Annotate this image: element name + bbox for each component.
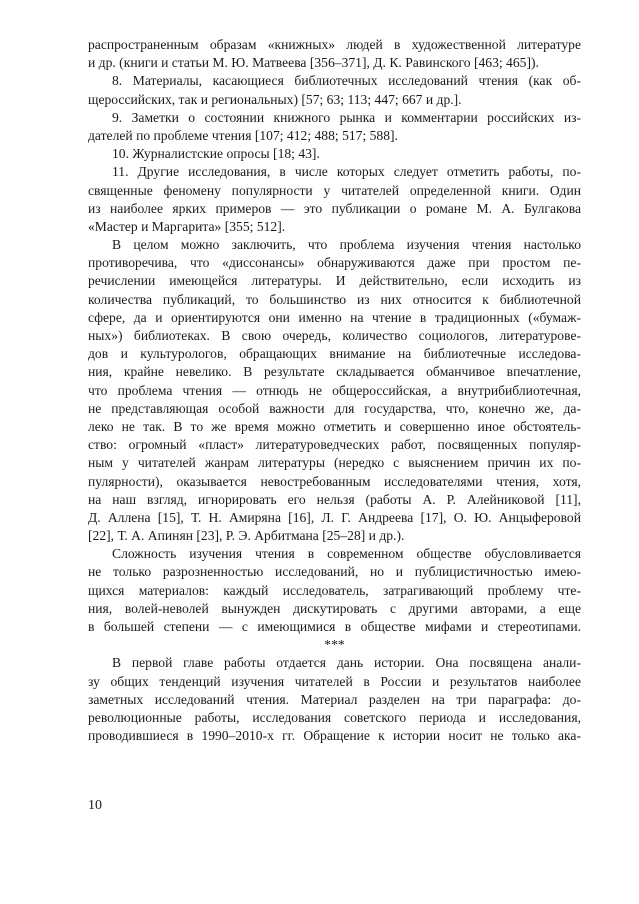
text-line: распространенным образам «книжных» людей в художественной литературе xyxy=(88,37,581,52)
text-line: [22], Т. А. Апинян [23], Р. Э. Арбитмана [25–28] и др.). xyxy=(88,528,405,544)
text-line: 10. Журналистские опросы [18; 43]. xyxy=(112,146,320,162)
text-line: В первой главе работы отдается дань истории. Она посвящена анали- xyxy=(112,655,581,671)
text-line: Д. Аллена [15], Т. Н. Амиряна [16], Л. Г. Андреева [17], О. Ю. Анцыферовой xyxy=(88,509,581,525)
text-line: ным у читателей жанрам литературы (нередко с выяснением причин их по- xyxy=(88,455,581,471)
text-line: ных») библиотеках. В свою очередь, количество социологов, литературове- xyxy=(88,328,581,343)
text-line: ния, крайне невелико. В результате складывается обманчивое впечатление, xyxy=(88,364,581,380)
text-line: из наиболее ярких примеров — это публикации о романе М. А. Булгакова xyxy=(88,200,581,216)
section-separator: *** xyxy=(324,637,345,653)
text-line: не представляющая особой важности для государства, что, конечно же, да- xyxy=(88,400,581,416)
text-line: противоречива, что «диссонансы» обнаруживаются даже при простом пе- xyxy=(88,255,581,271)
text-line: сфере, да и ориентируются они именно на чтение в традиционных («бумаж- xyxy=(88,309,581,325)
text-line: дов и культурологов, обращающих внимание на библиотечные исследова- xyxy=(88,346,581,362)
text-line: и др. (книги и статьи М. Ю. Матвеева [356–371], Д. К. Равинского [463; 465]). xyxy=(88,55,539,71)
text-line: заметных исследований чтения. Материал разделен на три параграфа: до- xyxy=(88,691,581,707)
text-line: на наш взгляд, игнорировать его нельзя (работы А. Р. Алейниковой [11], xyxy=(88,491,581,507)
text-line: 8. Материалы, касающиеся библиотечных исследований чтения (как об- xyxy=(112,73,581,89)
text-line: ство: огромный «пласт» литературоведческих работ, посвященных популяр- xyxy=(88,437,581,453)
text-line: что проблема чтения — отнюдь не общероссийская, а внутрибиблиотечная, xyxy=(88,382,581,398)
text-line: ния, волей-неволей вынужден дискутировать с другими авторами, а еще xyxy=(88,600,581,616)
text-line: 9. Заметки о состоянии книжного рынка и комментарии российских из- xyxy=(112,109,581,125)
text-line: священные феномену популярности у читателей определенной книги. Один xyxy=(88,182,581,198)
text-line: зу общих тенденций изучения читателей в России и результатов наиболее xyxy=(88,673,581,689)
page-number: 10 xyxy=(88,798,102,813)
text-line: не только разрозненностью исследований, но и публицистичностью имею- xyxy=(88,564,581,580)
text-line: «Мастер и Маргарита» [355; 512]. xyxy=(88,218,286,234)
text-line: революционные работы, исследования советского периода и исследования, xyxy=(88,709,581,725)
text-line: В целом можно заключить, что проблема изучения чтения настолько xyxy=(112,237,581,253)
text-line: проводившиеся в 1990–2010-х гг. Обращение к истории носит не только ака- xyxy=(88,728,581,744)
text-line: дателей по проблеме чтения [107; 412; 488; 517; 588]. xyxy=(88,127,398,143)
body-text xyxy=(88,36,581,745)
text-line: речислении имеющейся литературы. И действительно, если исходить из xyxy=(88,273,581,289)
text-line: щихся материалов: каждый исследователь, затрагивающий проблему чте- xyxy=(88,582,581,598)
text-line: щероссийских, так и региональных) [57; 63; 113; 447; 667 и др.]. xyxy=(88,91,462,107)
text-line: леко не так. В то же время можно отметить и совершенно иное обстоятель- xyxy=(88,418,581,434)
text-line: количества публикаций, то большинство из них относится к библиотечной xyxy=(88,291,581,307)
text-line: Сложность изучения чтения в современном обществе обусловливается xyxy=(112,546,581,562)
text-line: пулярности), оказывается невостребованным исследователями чтения, хотя, xyxy=(88,473,581,489)
text-line: в большей степени — с имеющимися в обществе мифами и стереотипами. xyxy=(88,619,581,634)
text-line: 11. Другие исследования, в числе которых следует отметить работы, по- xyxy=(112,164,581,180)
